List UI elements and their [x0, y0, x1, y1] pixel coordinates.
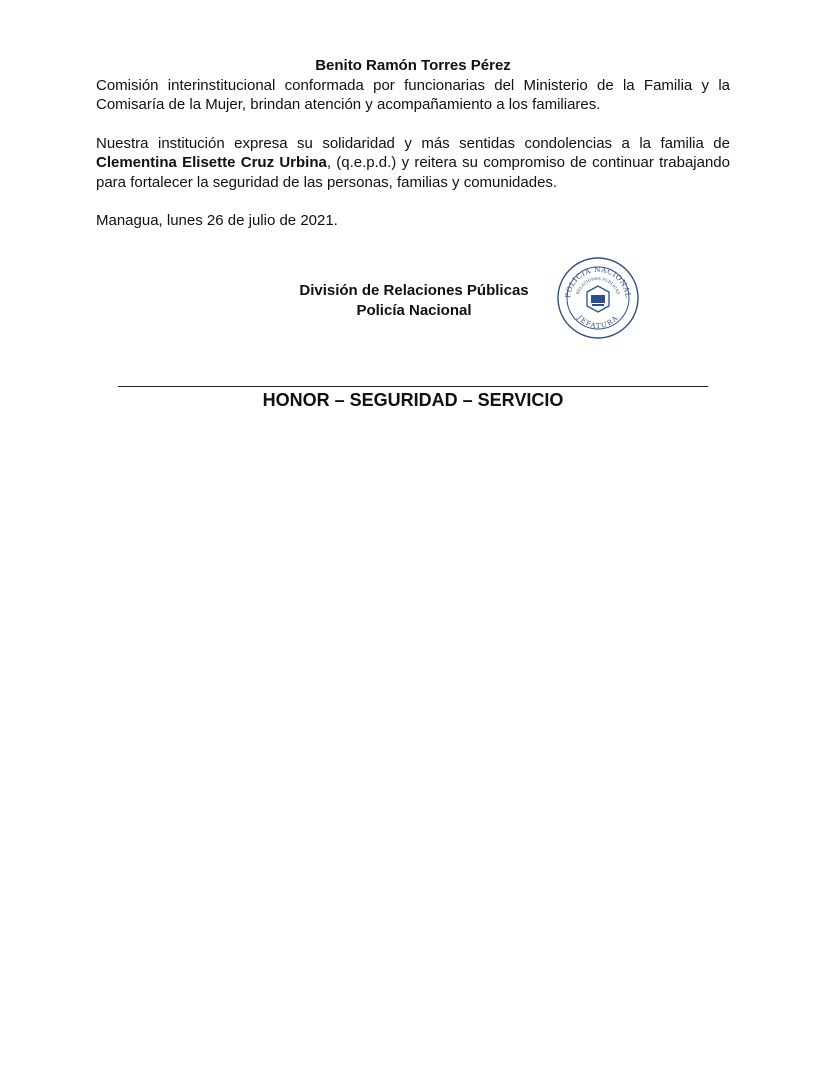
svg-text:JEFATURA: [575, 313, 620, 330]
condolences-text-start: Nuestra institución expresa su solidaridad y más sentidas condolencias a la familia de: [96, 134, 730, 152]
document-page: [96, 56, 730, 410]
signature-division: División de Relaciones Públicas: [299, 282, 529, 299]
seal-emblem-icon: [587, 286, 609, 312]
paragraph-commission: Comisión interinstitucional conformada por funcionarias del Ministerio de la Familia y la Comisaría de la Mujer, brindan atención y acompañamiento a los familiares.: [96, 76, 730, 113]
paragraph-condolences: [96, 134, 730, 193]
condolences-text-end: , (q.e.p.d.) y reitera su compromiso de continuar trabajando para fortalecer la seguridad de las personas, familias y comunidades.: [96, 154, 730, 191]
seal-bottom-text: JEFATURA: [575, 313, 621, 331]
svg-text:POLICIA NACIONAL: [563, 265, 633, 299]
footer-divider: [118, 386, 708, 387]
deceased-name: Clementina Elisette Cruz Urbina: [96, 154, 327, 171]
police-seal-stamp: [556, 256, 640, 340]
date-line: Managua, lunes 26 de julio de 2021.: [96, 212, 338, 229]
signature-block: [96, 256, 730, 346]
seal-top-text: POLICIA NACIONAL: [563, 264, 633, 299]
signature-institution: Policía Nacional: [356, 301, 472, 319]
seal-inner-text: RELACIONES PUBLICAS: [574, 275, 622, 296]
footer-motto: HONOR – SEGURIDAD – SERVICIO: [262, 390, 564, 410]
signature-text: [289, 281, 539, 320]
name-heading: Benito Ramón Torres Pérez: [315, 57, 511, 74]
